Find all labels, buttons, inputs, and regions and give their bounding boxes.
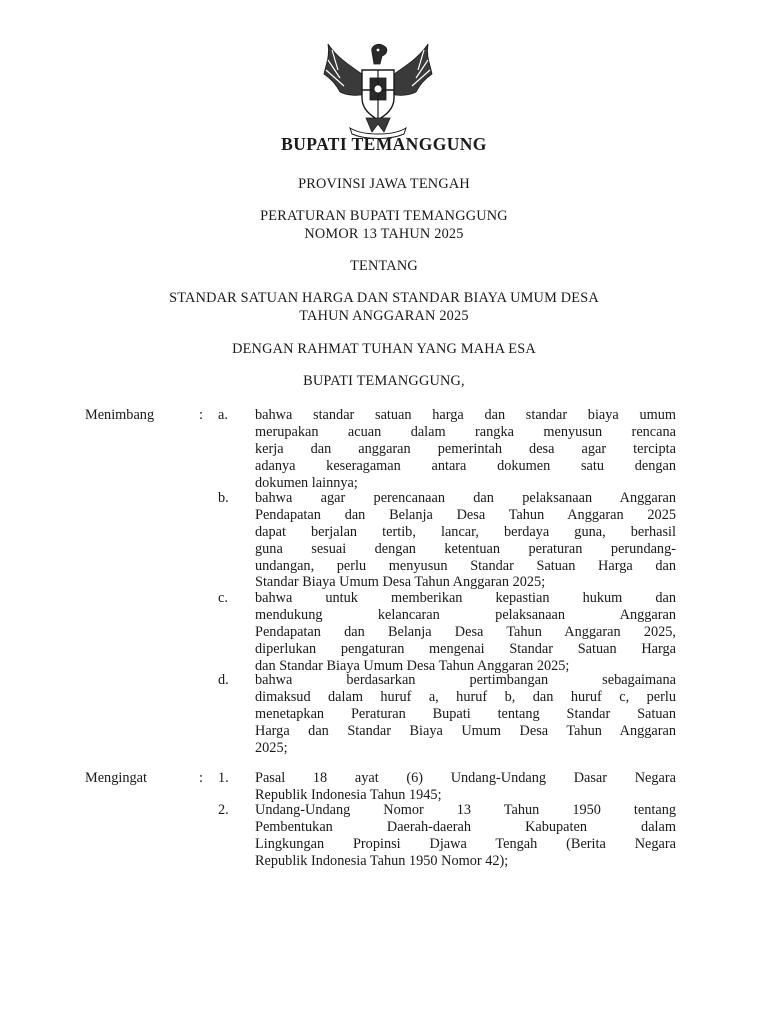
- text-line: Harga dan Standar Biaya Umum Desa Tahun Anggaran: [255, 722, 676, 739]
- text-line: Pendapatan dan Belanja Desa Tahun Anggaran 2025: [255, 506, 676, 523]
- subject-line-2: TAHUN ANGGARAN 2025: [299, 308, 469, 324]
- text-line: 2025;: [255, 739, 288, 756]
- menimbang-item-b: [255, 490, 676, 591]
- text-line: Pendapatan dan Belanja Desa Tahun Anggaran 2025,: [255, 623, 676, 640]
- text-line: merupakan acuan dalam rangka menyusun rencana: [255, 423, 676, 440]
- menimbang-item-a: [255, 407, 676, 491]
- text-line: Republik Indonesia Tahun 1950 Nomor 42);: [255, 852, 509, 869]
- text-line: kerja dan anggaran pemerintah desa agar tercipta: [255, 440, 676, 457]
- about-heading: TENTANG: [350, 258, 418, 274]
- text-line: Republik Indonesia Tahun 1945;: [255, 786, 442, 803]
- issuer-title: BUPATI TEMANGGUNG: [281, 134, 487, 154]
- text-line: Pasal 18 ayat (6) Undang-Undang Dasar Negara: [255, 770, 676, 786]
- preamble-line: DENGAN RAHMAT TUHAN YANG MAHA ESA: [232, 341, 536, 357]
- menimbang-label: Menimbang: [85, 407, 155, 423]
- menimbang-marker-a: a.: [218, 407, 228, 423]
- text-line: bahwa berdasarkan pertimbangan sebagaimana: [255, 672, 676, 688]
- regulation-number: NOMOR 13 TAHUN 2025: [304, 226, 464, 242]
- text-line: diperlukan pengaturan mengenai Standar Satuan Harga: [255, 640, 676, 657]
- text-line: dapat berjalan tertib, lancar, berdaya guna, berhasil: [255, 523, 676, 540]
- mengingat-colon: :: [199, 770, 203, 786]
- text-line: bahwa agar perencanaan dan pelaksanaan Anggaran: [255, 490, 676, 506]
- text-line: Lingkungan Propinsi Djawa Tengah (Berita Negara: [255, 835, 676, 852]
- text-line: dimaksud dalam huruf a, huruf b, dan huruf c, perlu: [255, 688, 676, 705]
- text-line: bahwa untuk memberikan kepastian hukum dan: [255, 590, 676, 606]
- text-line: Standar Biaya Umum Desa Tahun Anggaran 2025;: [255, 574, 546, 591]
- text-line: adanya keseragaman antara dokumen satu dengan: [255, 457, 676, 474]
- subject-line-1: STANDAR SATUAN HARGA DAN STANDAR BIAYA UMUM DESA: [169, 290, 599, 306]
- text-line: dan Standar Biaya Umum Desa Tahun Anggaran 2025;: [255, 657, 570, 674]
- text-line: Pembentukan Daerah-daerah Kabupaten dalam: [255, 818, 676, 835]
- menimbang-item-d: [255, 672, 676, 756]
- text-line: Undang-Undang Nomor 13 Tahun 1950 tentang: [255, 802, 676, 818]
- regulation-title: PERATURAN BUPATI TEMANGGUNG: [260, 208, 508, 224]
- text-line: mendukung kelancaran pelaksanaan Anggaran: [255, 606, 676, 623]
- menimbang-marker-c: c.: [218, 590, 228, 606]
- enactor-line: BUPATI TEMANGGUNG,: [303, 373, 465, 389]
- text-line: menetapkan Peraturan Bupati tentang Standar Satuan: [255, 705, 676, 722]
- text-line: guna sesuai dengan ketentuan peraturan perundang-: [255, 540, 676, 557]
- text-line: bahwa standar satuan harga dan standar biaya umum: [255, 407, 676, 423]
- menimbang-colon: :: [199, 407, 203, 423]
- garuda-pancasila-emblem-icon: [318, 40, 438, 140]
- mengingat-marker-2: 2.: [218, 802, 229, 818]
- province-line: PROVINSI JAWA TENGAH: [298, 176, 470, 192]
- text-line: dokumen lainnya;: [255, 474, 358, 491]
- menimbang-marker-d: d.: [218, 672, 229, 688]
- text-line: undangan, perlu menyusun Standar Satuan Harga dan: [255, 557, 676, 574]
- mengingat-item-2: [255, 802, 676, 870]
- mengingat-label: Mengingat: [85, 770, 147, 786]
- menimbang-item-c: [255, 590, 676, 674]
- mengingat-marker-1: 1.: [218, 770, 229, 786]
- menimbang-marker-b: b.: [218, 490, 229, 506]
- mengingat-item-1: [255, 770, 676, 804]
